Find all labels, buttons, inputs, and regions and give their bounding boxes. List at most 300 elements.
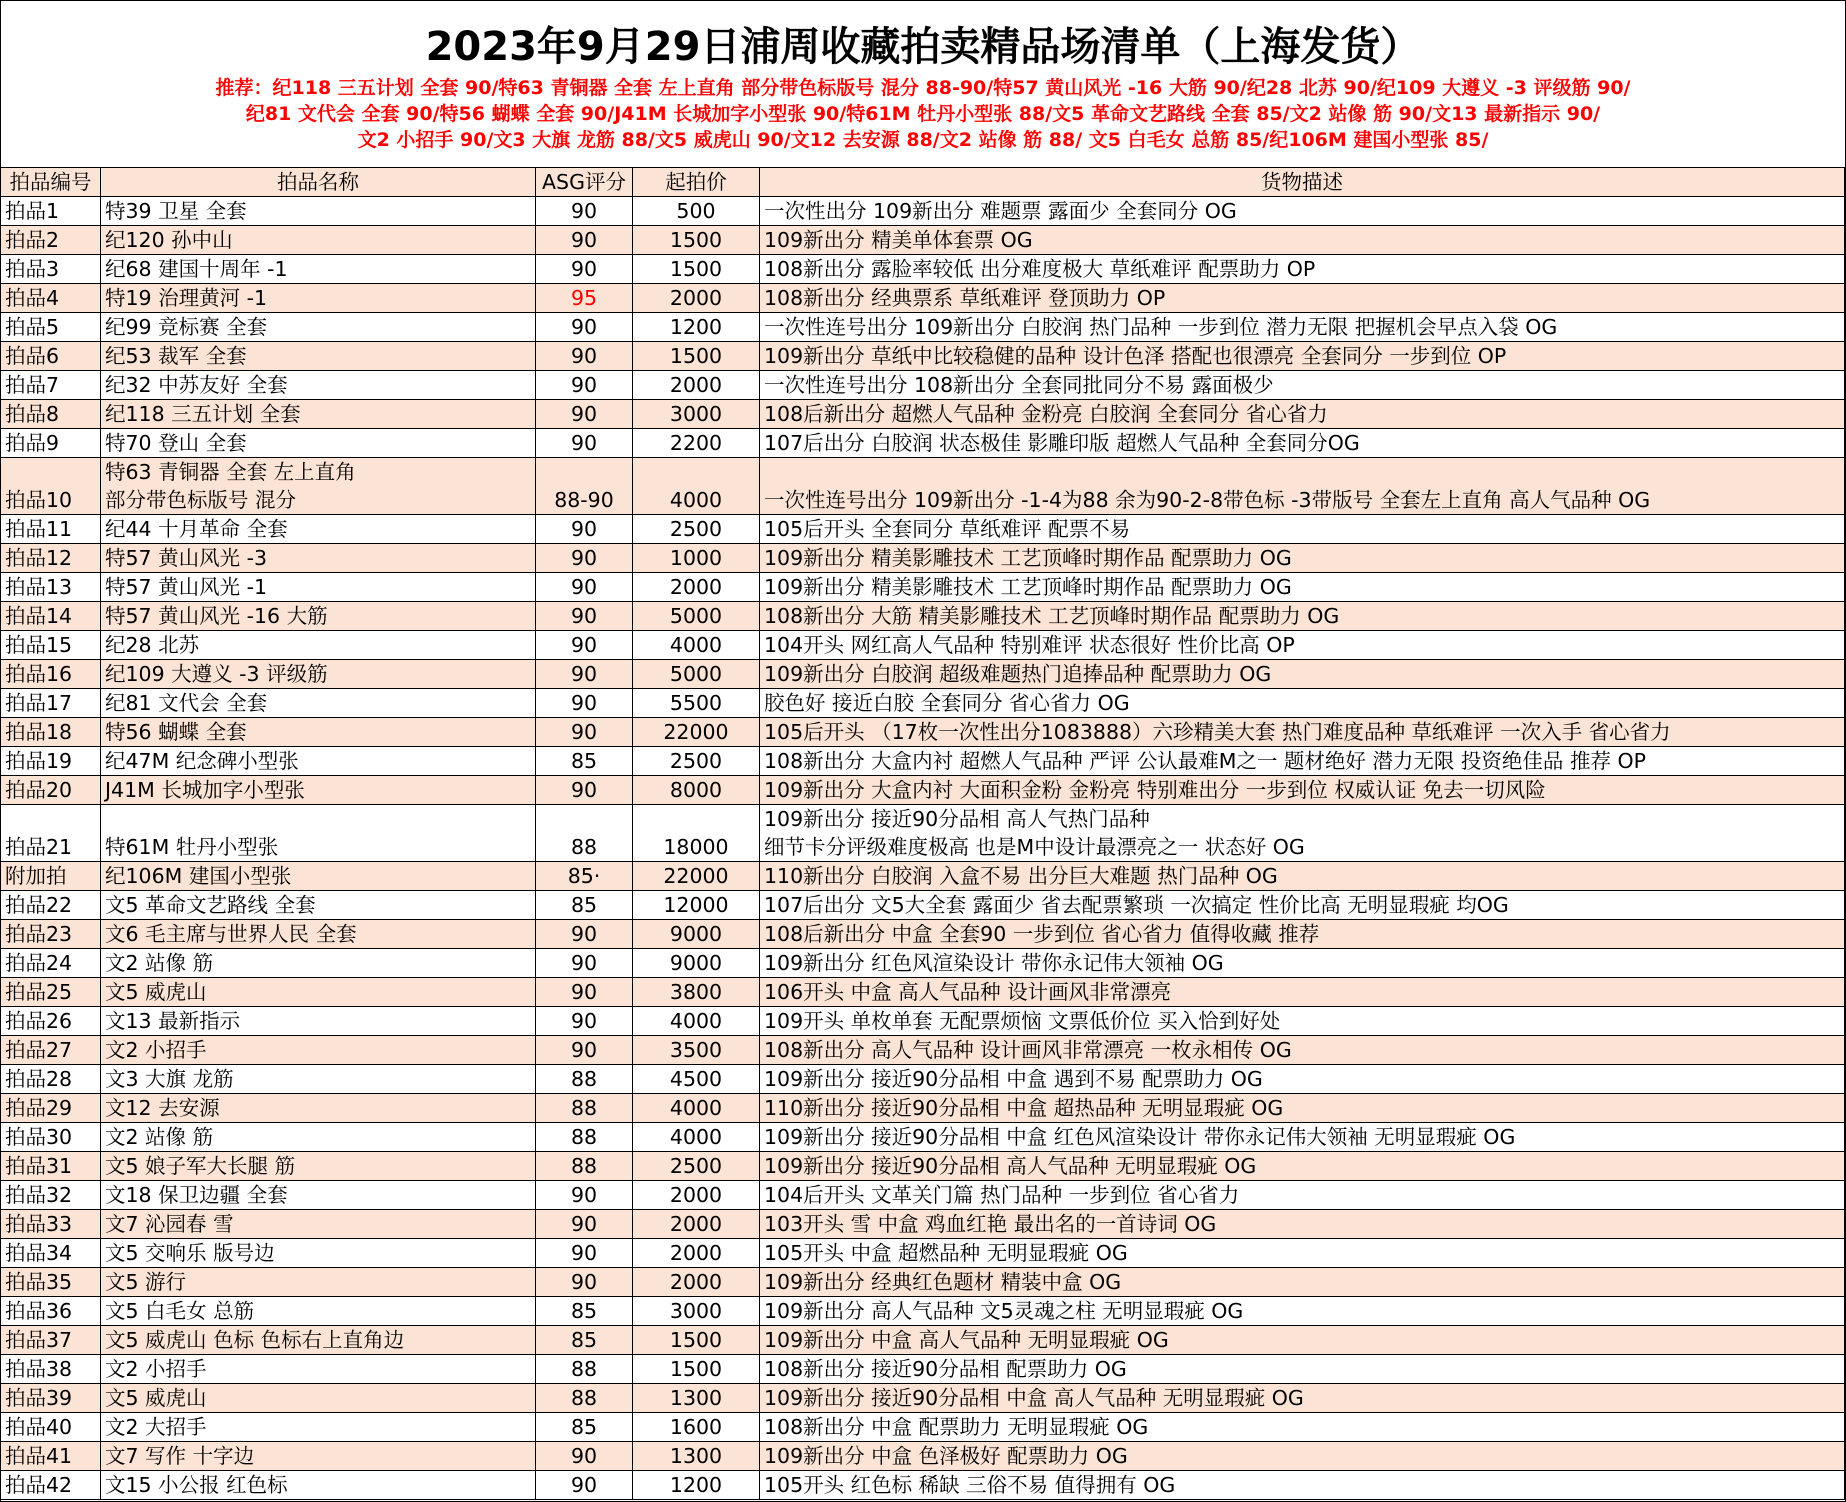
lot-name-cell [101,1326,536,1355]
lot-id-cell: 拍品16 [1,660,101,689]
lot-id-cell: 拍品5 [1,313,101,342]
description-cell [760,1471,1845,1500]
lot-id-cell: 拍品6 [1,342,101,371]
lot-id-cell: 拍品9 [1,429,101,458]
lot-name-cell [101,805,536,862]
start-price-cell: 2000 [633,1268,760,1297]
lot-id-cell: 拍品38 [1,1355,101,1384]
lot-id-cell: 拍品40 [1,1413,101,1442]
lot-name-cell-line: 文5 威虎山 [105,980,207,1004]
description-cell [760,429,1845,458]
description-cell-line: 109新出分 精美单体套票 OG [764,228,1033,252]
lot-name-cell-line: 文2 站像 筋 [105,1125,214,1149]
start-price-cell: 2000 [633,1239,760,1268]
lot-name-cell-line: 部分带色标版号 混分 [105,488,297,512]
lot-name-cell-line: 文2 站像 筋 [105,951,214,975]
start-price-cell: 1500 [633,255,760,284]
lot-id-cell: 拍品8 [1,400,101,429]
description-cell [760,515,1845,544]
lot-name-cell-line: 文5 游行 [105,1270,187,1294]
start-price-cell: 3800 [633,978,760,1007]
lot-name-cell [101,1036,536,1065]
lot-id-cell: 拍品13 [1,573,101,602]
lot-name-cell-line: 纪120 孙中山 [105,228,233,252]
description-cell [760,1094,1845,1123]
asg-score-cell: 90 [536,255,633,284]
lot-name-cell [101,1297,536,1326]
lot-name-cell [101,1384,536,1413]
lot-name-cell-line: 文13 最新指示 [105,1009,241,1033]
lot-name-cell-line: 纪99 竞标赛 全套 [105,315,268,339]
description-cell [760,313,1845,342]
table-row [1,631,1845,660]
auction-table [0,167,1845,1500]
asg-score-cell: 90 [536,371,633,400]
table-row [1,573,1845,602]
lot-name-cell [101,429,536,458]
start-price-cell: 1500 [633,342,760,371]
description-cell-line: 109新出分 草纸中比较稳健的品种 设计色泽 搭配也很漂亮 全套同分 一步到位 OP [764,344,1507,368]
lot-name-cell [101,544,536,573]
asg-score-cell: 90 [536,544,633,573]
description-cell-line: 106开头 中盒 高人气品种 设计画风非常漂亮 [764,980,1172,1004]
description-cell-line: 109新出分 高人气品种 文5灵魂之柱 无明显瑕疵 OG [764,1299,1244,1323]
lot-name-cell [101,573,536,602]
lot-id-cell: 拍品28 [1,1065,101,1094]
lot-name-cell [101,1094,536,1123]
lot-name-cell-line: 文2 小招手 [105,1357,207,1381]
start-price-cell: 2000 [633,573,760,602]
asg-score-cell: 90 [536,400,633,429]
table-row [1,1297,1845,1326]
table-row [1,458,1845,515]
lot-name-cell [101,718,536,747]
lot-name-cell-line: 特19 治理黄河 -1 [105,286,268,310]
lot-id-cell: 拍品25 [1,978,101,1007]
start-price-cell: 8000 [633,776,760,805]
lot-name-cell-line: 纪47M 纪念碑小型张 [105,749,299,773]
lot-name-cell [101,458,536,515]
start-price-cell: 5000 [633,602,760,631]
header-asg-score: ASG评分 [536,168,633,197]
start-price-cell: 1500 [633,226,760,255]
header-description: 货物描述 [760,168,1845,197]
description-cell-line: 一次性连号出分 109新出分 白胶润 热门品种 一步到位 潜力无限 把握机会早点入袋 OG [764,315,1558,339]
lot-id-cell: 拍品21 [1,805,101,862]
lot-id-cell: 拍品30 [1,1123,101,1152]
lot-name-cell-line: 文7 写作 十字边 [105,1444,255,1468]
description-cell [760,949,1845,978]
lot-name-cell-line: 特70 登山 全套 [105,431,247,455]
lot-id-cell: 拍品26 [1,1007,101,1036]
description-cell [760,371,1845,400]
lot-name-cell-line: 文5 革命文艺路线 全套 [105,893,316,917]
start-price-cell: 1500 [633,1355,760,1384]
description-cell [760,1181,1845,1210]
lot-id-cell: 拍品18 [1,718,101,747]
lot-name-cell [101,1210,536,1239]
start-price-cell: 2500 [633,747,760,776]
asg-score-cell: 90 [536,949,633,978]
start-price-cell: 22000 [633,862,760,891]
lot-id-cell: 拍品23 [1,920,101,949]
lot-id-cell: 拍品41 [1,1442,101,1471]
asg-score-cell: 90 [536,1007,633,1036]
header-lot-name: 拍品名称 [101,168,536,197]
lot-name-cell-line: 文18 保卫边疆 全套 [105,1183,288,1207]
lot-name-cell-line: J41M 长城加字小型张 [105,778,305,802]
start-price-cell: 5500 [633,689,760,718]
asg-score-cell: 90 [536,1181,633,1210]
start-price-cell: 9000 [633,949,760,978]
table-row [1,1036,1845,1065]
asg-score-cell: 90 [536,573,633,602]
lot-name-cell [101,920,536,949]
table-row [1,1384,1845,1413]
lot-id-cell: 拍品35 [1,1268,101,1297]
description-cell-line: 一次性连号出分 109新出分 -1-4为88 余为90-2-8带色标 -3带版号 全套左上直角 高人气品种 OG [764,488,1651,512]
description-cell [760,776,1845,805]
description-cell-line: 110新出分 白胶润 入盒不易 出分巨大难题 热门品种 OG [764,864,1278,888]
lot-id-cell: 拍品22 [1,891,101,920]
lot-name-cell [101,197,536,226]
table-row [1,1152,1845,1181]
table-row [1,1181,1845,1210]
asg-score-cell: 90 [536,689,633,718]
description-cell-line: 109新出分 经典红色题材 精装中盒 OG [764,1270,1122,1294]
start-price-cell: 1200 [633,313,760,342]
table-row [1,284,1845,313]
lot-name-cell-line: 纪32 中苏友好 全套 [105,373,288,397]
lot-name-cell [101,1239,536,1268]
description-cell-line: 109新出分 中盒 色泽极好 配票助力 OG [764,1444,1128,1468]
asg-score-cell: 90 [536,1239,633,1268]
description-cell-line: 107后出分 文5大全套 露面少 省去配票繁琐 一次搞定 性价比高 无明显瑕疵 均OG [764,893,1509,917]
description-cell-line: 109新出分 白胶润 超级难题热门追捧品种 配票助力 OG [764,662,1272,686]
asg-score-cell: 90 [536,342,633,371]
start-price-cell: 2500 [633,1152,760,1181]
lot-name-cell [101,371,536,400]
description-cell-line: 108后新出分 中盒 全套90 一步到位 省心省力 值得收藏 推荐 [764,922,1320,946]
table-row [1,718,1845,747]
lot-name-cell [101,400,536,429]
table-row [1,1065,1845,1094]
table-row [1,978,1845,1007]
description-cell [760,1268,1845,1297]
table-header-row [1,168,1845,197]
asg-score-cell: 90 [536,1210,633,1239]
start-price-cell: 4000 [633,1007,760,1036]
lot-name-cell-line: 纪44 十月革命 全套 [105,517,288,541]
table-row [1,949,1845,978]
description-cell [760,660,1845,689]
description-cell [760,1326,1845,1355]
description-cell-line: 110新出分 接近90分品相 中盒 超热品种 无明显瑕疵 OG [764,1096,1284,1120]
description-cell [760,544,1845,573]
lot-id-cell: 拍品10 [1,458,101,515]
description-cell-line: 105后开头 全套同分 草纸难评 配票不易 [764,517,1131,541]
table-row [1,689,1845,718]
lot-name-cell-line: 特39 卫星 全套 [105,199,247,223]
table-row [1,1123,1845,1152]
lot-name-cell-line: 特57 黄山风光 -3 [105,546,268,570]
table-row [1,747,1845,776]
table-row [1,776,1845,805]
lot-id-cell: 拍品33 [1,1210,101,1239]
lot-id-cell: 拍品19 [1,747,101,776]
start-price-cell: 3000 [633,1297,760,1326]
asg-score-cell: 85 [536,1413,633,1442]
start-price-cell: 4000 [633,1094,760,1123]
table-row [1,544,1845,573]
table-row [1,1355,1845,1384]
lot-name-cell [101,978,536,1007]
description-cell [760,458,1845,515]
lot-name-cell-line: 特61M 牡丹小型张 [105,835,279,859]
description-cell-line: 109新出分 接近90分品相 中盒 红色风渲染设计 带你永记伟大领袖 无明显瑕疵 OG [764,1125,1516,1149]
description-cell [760,1239,1845,1268]
lot-id-cell: 拍品24 [1,949,101,978]
description-cell [760,342,1845,371]
table-row [1,400,1845,429]
table-row [1,197,1845,226]
description-cell-line: 103开头 雪 中盒 鸡血红艳 最出名的一首诗词 OG [764,1212,1217,1236]
table-row [1,862,1845,891]
start-price-cell: 4500 [633,1065,760,1094]
lot-id-cell: 拍品12 [1,544,101,573]
description-cell-line: 108新出分 露脸率较低 出分难度极大 草纸难评 配票助力 OP [764,257,1316,281]
lot-name-cell-line: 文5 威虎山 色标 色标右上直角边 [105,1328,405,1352]
description-cell-line: 109新出分 红色风渲染设计 带你永记伟大领袖 OG [764,951,1224,975]
description-cell [760,1123,1845,1152]
description-cell-line: 109新出分 接近90分品相 中盒 遇到不易 配票助力 OG [764,1067,1263,1091]
description-cell-line: 109新出分 接近90分品相 中盒 高人气品种 无明显瑕疵 OG [764,1386,1304,1410]
page-title: 2023年9月29日浦周收藏拍卖精品场清单（上海发货） [425,24,1421,70]
recommend-line-2: 纪81 文代会 全套 90/特56 蝴蝶 全套 90/J41M 长城加字小型张 90/特61M 牡丹小型张 88/文5 革命文艺路线 全套 85/文2 站像 筋 90/文13 最新指示 90/ [245,103,1601,125]
description-cell [760,1210,1845,1239]
lot-name-cell [101,1181,536,1210]
lot-name-cell-line: 文2 大招手 [105,1415,207,1439]
description-cell [760,920,1845,949]
asg-score-cell: 88 [536,1384,633,1413]
table-row [1,1239,1845,1268]
lot-name-cell-line: 文5 交响乐 版号边 [105,1241,275,1265]
start-price-cell: 18000 [633,805,760,862]
asg-score-cell: 85 [536,747,633,776]
lot-id-cell: 拍品11 [1,515,101,544]
lot-name-cell [101,1123,536,1152]
description-cell-line: 细节卡分评级难度极高 也是M中设计最漂亮之一 状态好 OG [764,835,1305,859]
table-row [1,1094,1845,1123]
header-start-price: 起拍价 [633,168,760,197]
lot-id-cell: 拍品17 [1,689,101,718]
lot-name-cell-line: 特56 蝴蝶 全套 [105,720,247,744]
description-cell-line: 104后开头 文革关门篇 热门品种 一步到位 省心省力 [764,1183,1240,1207]
lot-name-cell-line: 纪81 文代会 全套 [105,691,268,715]
asg-score-cell: 90 [536,515,633,544]
lot-name-cell [101,747,536,776]
asg-score-cell: 90 [536,197,633,226]
start-price-cell: 1500 [633,1326,760,1355]
asg-score-cell: 85 [536,1297,633,1326]
description-cell-line: 109新出分 大盒内衬 大面积金粉 金粉亮 特别难出分 一步到位 权威认证 免去一切风险 [764,778,1546,802]
lot-name-cell-line: 文2 小招手 [105,1038,207,1062]
lot-name-cell [101,1442,536,1471]
description-cell [760,718,1845,747]
description-cell [760,573,1845,602]
lot-name-cell-line: 文5 白毛女 总筋 [105,1299,255,1323]
lot-name-cell-line: 特57 黄山风光 -16 大筋 [105,604,328,628]
table-row [1,920,1845,949]
description-cell [760,197,1845,226]
lot-name-cell [101,689,536,718]
asg-score-cell: 90 [536,1036,633,1065]
lot-name-cell [101,949,536,978]
lot-name-cell-line: 纪53 裁军 全套 [105,344,247,368]
start-price-cell: 1300 [633,1442,760,1471]
lot-id-cell: 拍品31 [1,1152,101,1181]
description-cell [760,400,1845,429]
asg-score-cell: 85 [536,891,633,920]
description-cell [760,891,1845,920]
lot-name-cell-line: 纪118 三五计划 全套 [105,402,301,426]
description-cell [760,1413,1845,1442]
asg-score-cell: 88 [536,805,633,862]
table-row [1,515,1845,544]
description-cell [760,1384,1845,1413]
lot-name-cell-line: 纪109 大遵义 -3 评级筋 [105,662,328,686]
lot-id-cell: 拍品2 [1,226,101,255]
description-cell [760,978,1845,1007]
description-cell-line: 109新出分 接近90分品相 高人气热门品种 [764,807,1150,831]
lot-name-cell [101,1471,536,1500]
start-price-cell: 9000 [633,920,760,949]
description-cell [760,1007,1845,1036]
start-price-cell: 2000 [633,284,760,313]
lot-id-cell: 拍品14 [1,602,101,631]
description-cell [760,631,1845,660]
description-cell [760,255,1845,284]
asg-score-cell: 90 [536,1268,633,1297]
description-cell [760,689,1845,718]
start-price-cell: 4000 [633,1123,760,1152]
asg-score-cell: 85· [536,862,633,891]
table-row [1,660,1845,689]
lot-name-cell-line: 纪68 建国十周年 -1 [105,257,288,281]
start-price-cell: 4000 [633,458,760,515]
lot-name-cell-line: 文15 小公报 红色标 [105,1473,288,1497]
lot-name-cell-line: 文5 威虎山 [105,1386,207,1410]
start-price-cell: 1600 [633,1413,760,1442]
description-cell-line: 107后出分 白胶润 状态极佳 影雕印版 超燃人气品种 全套同分OG [764,431,1360,455]
description-cell-line: 108新出分 高人气品种 设计画风非常漂亮 一枚永相传 OG [764,1038,1292,1062]
asg-score-cell: 90 [536,718,633,747]
lot-id-cell: 拍品1 [1,197,101,226]
description-cell [760,1036,1845,1065]
description-cell-line: 109开头 单枚单套 无配票烦恼 文票低价位 买入恰到好处 [764,1009,1281,1033]
table-row [1,1210,1845,1239]
lot-name-cell-line: 纪28 北苏 [105,633,200,657]
asg-score-cell: 88 [536,1065,633,1094]
start-price-cell: 2000 [633,371,760,400]
start-price-cell: 1200 [633,1471,760,1500]
lot-id-cell: 附加拍 [1,862,101,891]
lot-name-cell-line: 特57 黄山风光 -1 [105,575,268,599]
start-price-cell: 22000 [633,718,760,747]
lot-id-cell: 拍品7 [1,371,101,400]
lot-id-cell: 拍品37 [1,1326,101,1355]
table-row [1,226,1845,255]
lot-name-cell [101,1413,536,1442]
asg-score-cell: 90 [536,978,633,1007]
lot-id-cell: 拍品29 [1,1094,101,1123]
lot-name-cell [101,342,536,371]
table-row [1,429,1845,458]
lot-name-cell [101,602,536,631]
description-cell-line: 109新出分 中盒 高人气品种 无明显瑕疵 OG [764,1328,1169,1352]
lot-name-cell [101,1065,536,1094]
lot-name-cell [101,631,536,660]
start-price-cell: 3500 [633,1036,760,1065]
lot-id-cell: 拍品32 [1,1181,101,1210]
table-row [1,891,1845,920]
table-body [1,197,1845,1500]
recommend-line-3: 文2 小招手 90/文3 大旗 龙筋 88/文5 威虎山 90/文12 去安源 88/文2 站像 筋 88/ 文5 白毛女 总筋 85/纪106M 建国小型张 85/ [357,129,1489,151]
table-row [1,1268,1845,1297]
asg-score-cell: 90 [536,429,633,458]
lot-name-cell [101,1152,536,1181]
lot-name-cell [101,226,536,255]
asg-score-cell: 95 [536,284,633,313]
lot-name-cell-line: 文7 沁园春 雪 [105,1212,234,1236]
lot-name-cell [101,255,536,284]
lot-id-cell: 拍品34 [1,1239,101,1268]
description-cell [760,1152,1845,1181]
lot-name-cell-line: 文12 去安源 [105,1096,220,1120]
lot-id-cell: 拍品36 [1,1297,101,1326]
lot-id-cell: 拍品3 [1,255,101,284]
asg-score-cell: 90 [536,920,633,949]
start-price-cell: 12000 [633,891,760,920]
lot-name-cell [101,1268,536,1297]
table-row [1,255,1845,284]
table-row [1,1413,1845,1442]
lot-name-cell-line: 纪106M 建国小型张 [105,864,292,888]
description-cell-line: 104开头 网红高人气品种 特别难评 状态很好 性价比高 OP [764,633,1295,657]
lot-id-cell: 拍品4 [1,284,101,313]
description-cell-line: 胶色好 接近白胶 全套同分 省心省力 OG [764,691,1130,715]
lot-name-cell [101,891,536,920]
lot-name-cell [101,313,536,342]
asg-score-cell: 90 [536,226,633,255]
lot-name-cell [101,1007,536,1036]
table-row [1,371,1845,400]
description-cell-line: 105开头 红色标 稀缺 三俗不易 值得拥有 OG [764,1473,1176,1497]
lot-name-cell [101,862,536,891]
description-cell-line: 109新出分 精美影雕技术 工艺顶峰时期作品 配票助力 OG [764,575,1292,599]
table-row [1,342,1845,371]
description-cell [760,747,1845,776]
description-cell-line: 一次性连号出分 108新出分 全套同批同分不易 露面极少 [764,373,1274,397]
start-price-cell: 2000 [633,1181,760,1210]
lot-name-cell-line: 文6 毛主席与世界人民 全套 [105,922,357,946]
start-price-cell: 4000 [633,631,760,660]
lot-id-cell: 拍品27 [1,1036,101,1065]
description-cell-line: 一次性出分 109新出分 难题票 露面少 全套同分 OG [764,199,1237,223]
lot-id-cell: 拍品15 [1,631,101,660]
description-cell-line: 108新出分 接近90分品相 配票助力 OG [764,1357,1127,1381]
table-row [1,1007,1845,1036]
